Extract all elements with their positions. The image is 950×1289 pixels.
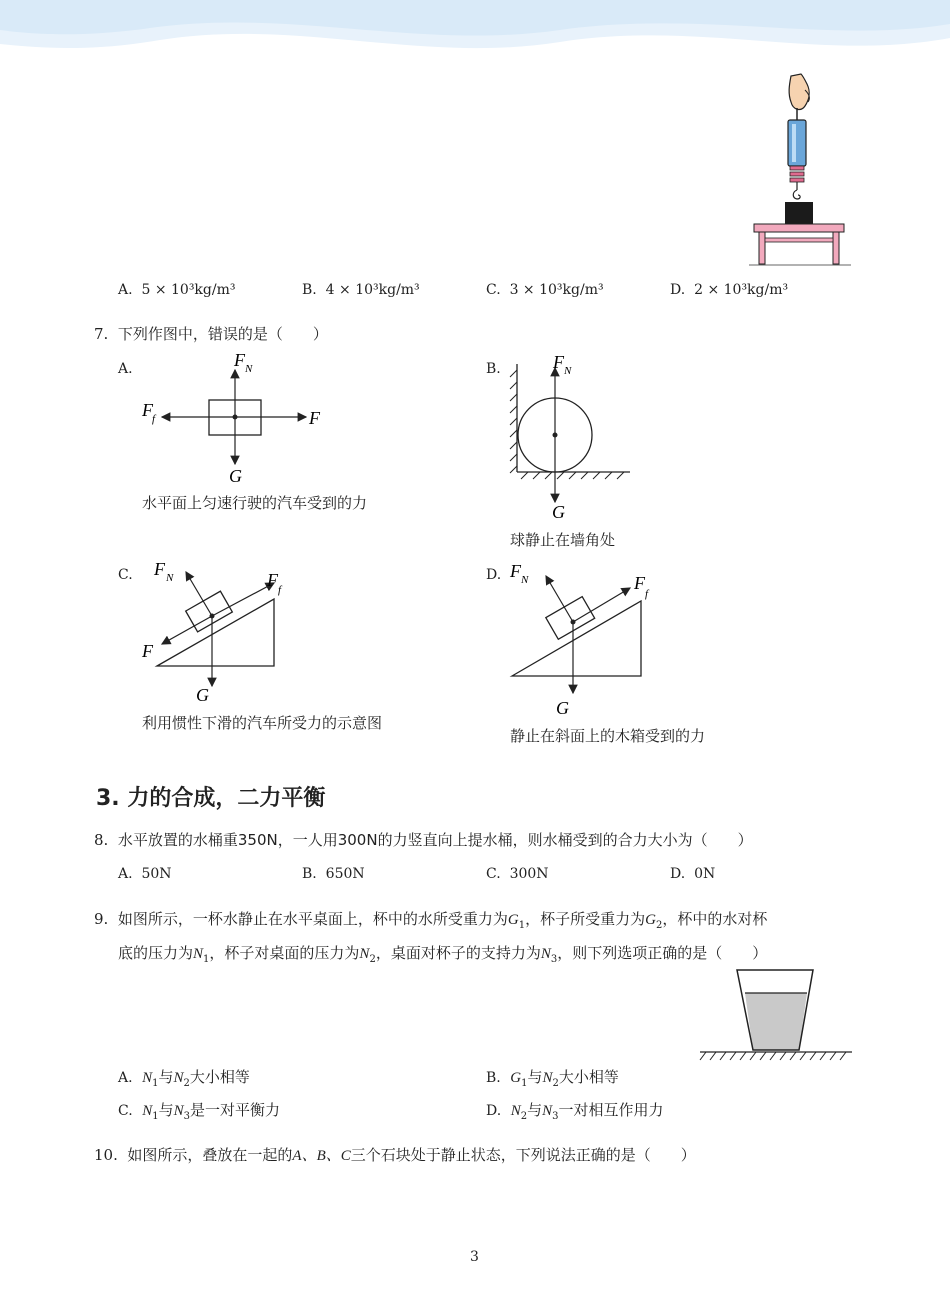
q7-panel-b-diagram xyxy=(500,346,640,526)
svg-text:N: N xyxy=(245,363,253,375)
q6-option-a[interactable]: A. 5 × 10³kg/m³ xyxy=(118,282,236,298)
q6-option-b-text: 4 × 10³kg/m³ xyxy=(325,282,420,298)
q7-panel-a-caption: 水平面上匀速行驶的汽车受到的力 xyxy=(142,494,368,512)
svg-text:G: G xyxy=(556,698,569,718)
q9-option-d[interactable]: D. $N_2$与$N_3$一对相互作用力 xyxy=(486,1101,664,1122)
q9-option-a[interactable]: A. $N_1$与$N_2$大小相等 xyxy=(118,1068,250,1089)
q7-panel-c-diagram xyxy=(138,555,298,705)
q9-stem-line1: 9. 如图所示，一杯水静止在水平桌面上，杯中的水所受重力为$G_1$，杯子所受重力为$G_2$，杯中的水对杯 xyxy=(94,910,768,931)
q8-option-a[interactable]: A. 50N xyxy=(118,866,172,882)
q10-stem: 10. 如图所示，叠放在一起的A、B、C三个石块处于静止状态，下列说法正确的是（ ） xyxy=(94,1146,696,1164)
q7-panel-b-caption: 球静止在墙角处 xyxy=(510,531,616,549)
q9-option-b[interactable]: B. $G_1$与$N_2$大小相等 xyxy=(486,1068,619,1089)
q10-blocks: A、B、C xyxy=(292,1148,351,1164)
svg-text:f: f xyxy=(278,584,282,596)
q7-panel-a-diagram xyxy=(138,348,338,488)
svg-text:N: N xyxy=(564,365,572,377)
q6-option-a-text: 5 × 10³kg/m³ xyxy=(141,282,236,298)
q6-option-c-text: 3 × 10³kg/m³ xyxy=(509,282,604,298)
svg-text:G: G xyxy=(196,685,209,705)
svg-text:F: F xyxy=(154,559,165,579)
q6-option-b[interactable]: B. 4 × 10³kg/m³ xyxy=(302,282,420,298)
q10-number: 10. xyxy=(94,1146,118,1164)
page-number: 3 xyxy=(470,1249,479,1265)
svg-text:F: F xyxy=(510,561,521,581)
f-label: F xyxy=(309,408,320,428)
q8-number: 8. xyxy=(94,831,109,849)
q7-number: 7. xyxy=(94,325,109,343)
q7-panel-d-diagram xyxy=(506,555,666,720)
q7-panel-d-key[interactable]: D. xyxy=(486,567,502,583)
spring-scale-illustration xyxy=(745,72,855,268)
svg-text:f: f xyxy=(152,413,156,425)
svg-text:f: f xyxy=(645,588,649,600)
svg-text:F: F xyxy=(553,352,564,372)
ff-label: F xyxy=(142,400,153,420)
q7-panel-a-key[interactable]: A. xyxy=(118,361,133,377)
header-wave-decoration xyxy=(0,0,950,75)
section-heading: 3. 力的合成，二力平衡 xyxy=(96,786,326,811)
q9-option-c[interactable]: C. $N_1$与$N_3$是一对平衡力 xyxy=(118,1101,281,1122)
q7-panel-c-caption: 利用惯性下滑的汽车所受力的示意图 xyxy=(142,714,383,732)
q8-option-d[interactable]: D. 0N xyxy=(670,866,716,882)
cup-of-water-illustration xyxy=(696,966,856,1064)
svg-text:F: F xyxy=(634,573,645,593)
q8-option-c[interactable]: C. 300N xyxy=(486,866,549,882)
svg-text:F: F xyxy=(267,570,278,590)
svg-text:N: N xyxy=(166,572,174,584)
q7-stem xyxy=(94,324,328,344)
q7-panel-c-key[interactable]: C. xyxy=(118,567,133,583)
svg-text:N: N xyxy=(521,574,529,586)
q6-option-c[interactable]: C. 3 × 10³kg/m³ xyxy=(486,282,604,298)
q6-option-d-text: 2 × 10³kg/m³ xyxy=(694,282,789,298)
q9-stem-line2: 底的压力为$N_1$，杯子对桌面的压力为$N_2$，桌面对杯子的支持力为$N_3$，则下列选项正确的是（ ） xyxy=(118,944,768,965)
svg-text:F: F xyxy=(142,641,153,661)
q8-option-b[interactable]: B. 650N xyxy=(302,866,365,882)
q7-panel-b-key[interactable]: B. xyxy=(486,361,501,377)
q7-stem-text: 下列作图中，错误的是（ ） xyxy=(117,325,328,343)
q6-option-d[interactable]: D. 2 × 10³kg/m³ xyxy=(670,282,789,298)
svg-text:G: G xyxy=(552,502,565,522)
q9-number: 9. xyxy=(94,910,109,928)
q7-panel-d-caption: 静止在斜面上的木箱受到的力 xyxy=(510,727,706,745)
q8-stem-text: 水平放置的水桶重350N，一人用300N的力竖直向上提水桶，则水桶受到的合力大小为（ ） xyxy=(117,831,753,849)
g-label: G xyxy=(229,466,242,486)
fn-label: F xyxy=(234,350,245,370)
q8-stem xyxy=(94,830,753,850)
